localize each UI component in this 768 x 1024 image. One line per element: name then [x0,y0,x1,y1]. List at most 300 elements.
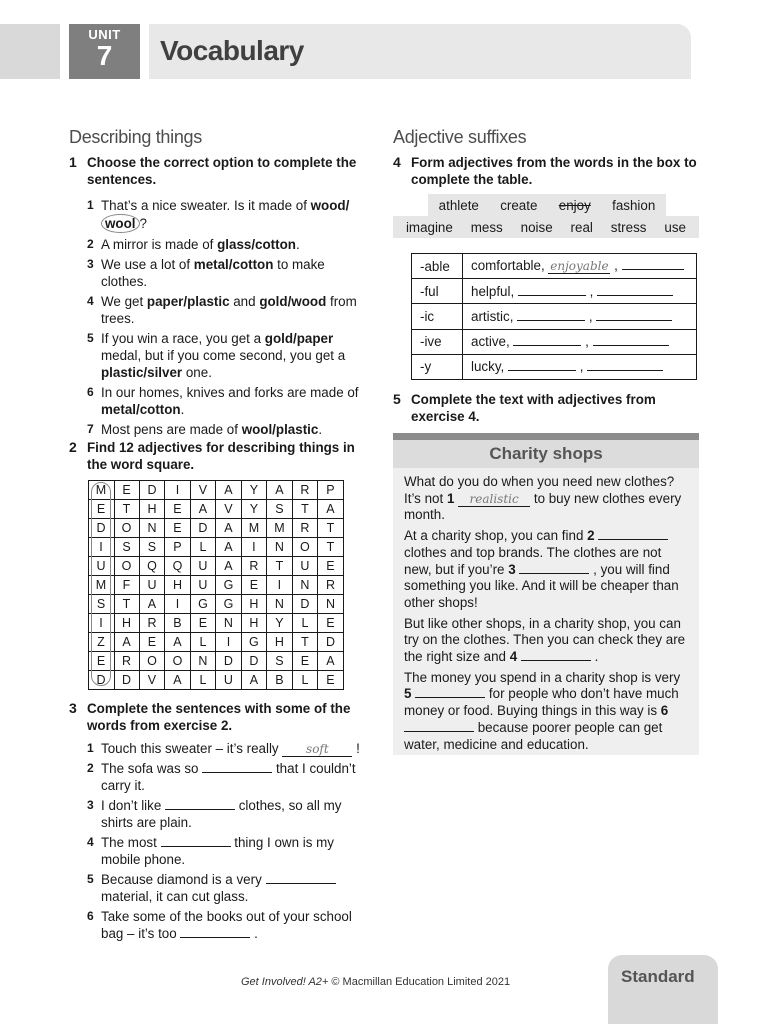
list-item [87,236,369,253]
words-cell: lucky, , [463,354,697,379]
grid-row [89,671,344,690]
grid-letter[interactable]: H [139,500,164,519]
list-item [87,834,369,868]
answer-blank[interactable] [202,761,272,773]
section-title-describing: Describing things [69,127,202,147]
level-tab [608,955,718,1024]
answer-blank[interactable] [404,720,474,732]
grid-letter[interactable]: U [292,557,317,576]
grid-letter[interactable]: R [292,481,317,500]
grid-letter[interactable]: I [267,576,293,595]
grid-letter[interactable]: S [267,652,293,671]
grid-letter[interactable]: E [190,614,215,633]
grid-letter[interactable]: Z [89,633,115,652]
item-text-part: Because diamond is a very [101,872,266,887]
item-number: 6 [87,385,94,399]
grid-letter[interactable]: D [89,671,115,690]
paragraph [404,616,689,666]
grid-letter[interactable]: B [267,671,293,690]
unit-badge [69,24,140,79]
item-text [101,384,369,418]
item-text-part: material, it can cut glass. [101,889,249,904]
item-text-part: A mirror is made of [101,237,218,252]
example-word: lucky, [471,359,505,375]
item-number: 2 [87,761,94,775]
grid-letter[interactable]: D [292,595,317,614]
title-bar [149,24,691,79]
box-word: use [664,219,686,235]
item-text [101,330,369,381]
list-item [87,421,369,438]
copyright-text: © Macmillan Education Limited 2021 [328,976,511,988]
grid-letter[interactable]: H [267,633,293,652]
grid-letter[interactable]: U [216,671,241,690]
exercise-number: 1 [69,154,77,170]
suffix-cell: -ic [412,304,463,329]
box-word: noise [520,219,553,235]
grid-row [89,595,344,614]
example-word: artistic, [471,308,514,324]
list-item [87,740,369,757]
grid-letter[interactable]: N [318,595,344,614]
answer-oval [91,482,111,686]
words-cell: active, , [463,329,697,354]
item-text-part: clothes, so all my shirts are plain. [101,798,342,830]
exercise-instruction: Complete the text with adjectives from exercise 4. [411,392,656,424]
text-run: The money you spend in a charity shop is very [404,669,681,685]
answer-blank[interactable] [519,562,589,574]
grid-letter[interactable]: A [165,671,190,690]
grid-letter[interactable]: D [89,519,115,538]
grid-letter[interactable]: U [139,576,164,595]
exercise-3-items [87,740,369,942]
list-item [87,197,369,233]
item-text [101,834,369,868]
list-item [87,384,369,418]
word-square [88,480,344,690]
item-text-part: . [250,926,258,941]
grid-letter[interactable]: D [190,519,215,538]
page-title: Vocabulary [160,35,304,66]
grid-letter[interactable]: A [241,671,267,690]
option-pair[interactable]: metal/cotton [193,257,274,272]
exercise-1 [69,154,369,441]
grid-letter[interactable]: V [139,671,164,690]
answer-blank[interactable] [593,334,669,346]
grid-letter[interactable]: T [114,595,139,614]
option-pair[interactable]: paper/plastic [146,294,230,309]
gap-number: 4 [509,649,518,665]
exercise-instruction: Find 12 adjectives for describing things in the word square. [87,440,355,472]
item-text [101,740,360,757]
grid-letter[interactable]: N [139,519,164,538]
grid-letter[interactable]: S [139,538,164,557]
grid-letter[interactable]: N [267,538,293,557]
item-text [101,256,369,290]
item-number: 4 [87,294,94,308]
option-pair[interactable]: glass/cotton [217,237,296,252]
option-pair[interactable]: gold/paper [264,331,334,346]
grid-letter[interactable]: V [190,481,215,500]
word-box-row-2 [393,216,699,238]
grid-letter[interactable]: A [216,519,241,538]
item-text-part: that I couldn’t carry it. [101,761,356,793]
answer-blank[interactable] [180,926,250,938]
box-word: real [570,219,593,235]
gap-number: 3 [508,561,516,577]
grid-letter[interactable]: T [267,557,293,576]
item-text-part: ? [139,216,147,231]
grid-letter[interactable]: E [318,557,344,576]
example-word: helpful, [471,283,515,299]
grid-letter[interactable]: T [292,500,317,519]
grid-letter[interactable]: A [318,652,344,671]
grid-row [89,538,344,557]
grid-row [89,481,344,500]
grid-letter[interactable]: O [165,652,190,671]
suffix-table [411,253,697,380]
item-text-part: Touch this sweater – it’s really [101,741,283,756]
grid-letter[interactable]: Q [165,557,190,576]
table-row [412,354,697,379]
item-text-part: . [295,237,300,252]
section-title-suffixes: Adjective suffixes [393,127,527,147]
grid-letter[interactable]: T [318,538,344,557]
item-text-part: ! [352,741,360,756]
exercise-3-heading [69,700,369,734]
grid-letter[interactable]: G [216,595,241,614]
answer-blank[interactable] [513,334,581,346]
grid-letter[interactable]: I [216,633,241,652]
option-pair[interactable]: wool/plastic [241,422,319,437]
grid-letter[interactable]: I [89,614,115,633]
grid-letter[interactable]: N [216,614,241,633]
words-cell: comfortable, enjoyable , [463,254,697,279]
item-number: 4 [87,835,94,849]
exercise-5-heading [393,391,698,425]
item-number: 5 [87,331,94,345]
exercise-1-heading [69,154,369,188]
grid-letter[interactable]: E [292,652,317,671]
grid-letter[interactable]: G [241,633,267,652]
grid-letter[interactable]: U [190,557,215,576]
grid-letter[interactable]: A [165,633,190,652]
grid-letter[interactable]: T [318,519,344,538]
grid-letter[interactable]: T [114,500,139,519]
grid-letter[interactable]: Y [267,614,293,633]
grid-letter[interactable]: E [139,633,164,652]
item-number: 7 [87,422,94,436]
grid-letter[interactable]: Y [241,500,267,519]
text-run: , you will find something you like. And it will be cheaper than other shops! [404,561,679,610]
grid-letter[interactable]: N [292,576,317,595]
grid-letter[interactable]: L [190,538,215,557]
charity-shops-box [393,433,699,755]
option-pair[interactable]: metal/cotton [101,402,181,417]
item-text [101,908,369,942]
grid-letter[interactable]: L [190,633,215,652]
grid-letter[interactable]: T [292,633,317,652]
list-item [87,330,369,381]
text-run: At a charity shop, you can find [404,528,588,544]
grid-letter[interactable]: O [139,652,164,671]
grid-letter[interactable]: F [114,576,139,595]
level-label: Standard [621,967,695,986]
answer-blank[interactable] [587,359,663,371]
box-word: athlete [438,197,479,213]
footer-copyright [241,976,510,988]
circled-answer[interactable]: wool [101,214,140,233]
grid-letter[interactable]: L [292,671,317,690]
suffix-cell: -ive [412,329,463,354]
grid-row [89,557,344,576]
grid-letter[interactable]: Y [241,481,267,500]
grid-letter[interactable]: I [241,538,267,557]
grid-letter[interactable]: O [292,538,317,557]
item-text-part: Most pens are made of [101,422,242,437]
item-text-part: from trees. [101,294,357,326]
grid-letter[interactable]: O [114,519,139,538]
grid-letter[interactable]: R [292,519,317,538]
grid-letter[interactable]: S [267,500,293,519]
grid-letter[interactable]: U [89,557,115,576]
exercise-instruction: Complete the sentences with some of the words from exercise 2. [87,701,351,733]
item-text [101,871,369,905]
exercise-number: 3 [69,700,77,716]
grid-letter[interactable]: E [89,652,115,671]
grid-letter[interactable]: H [241,595,267,614]
exercise-number: 4 [393,154,401,170]
table-row [412,279,697,304]
grid-letter[interactable]: O [114,557,139,576]
table-row [412,254,697,279]
grid-letter[interactable]: E [241,576,267,595]
box-word: fashion [612,197,656,213]
grid-letter[interactable]: D [241,652,267,671]
item-number: 1 [87,198,94,212]
paragraph [404,528,689,612]
answer-blank[interactable] [415,686,485,698]
exercise-2-heading [69,439,369,473]
grid-letter[interactable]: V [216,500,241,519]
item-text-part: . [180,402,185,417]
item-text-part: The sofa was so [101,761,203,776]
words-cell: helpful, , [463,279,697,304]
item-text-part: Take some of the books out of your school bag – it’s too [101,909,352,941]
answer-blank[interactable]: soft [282,743,352,757]
grid-letter[interactable]: E [89,500,115,519]
answer-blank[interactable] [266,872,336,884]
grid-letter[interactable]: A [318,500,344,519]
text-run: clothes and top brands. The clothes are not new, but if you’re [404,544,662,577]
grid-letter[interactable]: M [267,519,293,538]
item-text-part: The most [101,835,161,850]
grid-letter[interactable]: A [190,500,215,519]
answer-blank[interactable] [161,835,231,847]
exercise-4-heading [393,154,698,188]
list-item [87,293,369,327]
example-word: active, [471,334,510,350]
grid-letter[interactable]: N [190,652,215,671]
grid-letter[interactable]: A [216,481,241,500]
grid-letter[interactable]: U [190,576,215,595]
grid-letter[interactable]: B [165,614,190,633]
box-word: create [500,197,538,213]
answer-blank[interactable] [517,309,585,321]
grid-letter[interactable]: L [292,614,317,633]
item-text-part: That’s a nice sweater. Is it made of [101,198,311,213]
unit-number: 7 [96,40,113,71]
grid-letter[interactable]: H [165,576,190,595]
table-row [412,304,697,329]
option-a[interactable]: wood/ [310,198,350,213]
item-text-part: . [318,422,323,437]
item-text-part: I don’t like [101,798,166,813]
box-word: imagine [405,219,453,235]
item-text-part: to make clothes. [101,257,325,289]
answer-blank[interactable] [521,649,591,661]
item-number: 1 [87,741,94,755]
paragraph [404,670,689,754]
grid-letter[interactable]: R [114,652,139,671]
text-run: to buy new clothes every month. [404,490,682,523]
grid-letter[interactable]: E [318,614,344,633]
box-word-used: enjoy [558,197,591,213]
grid-row [89,614,344,633]
grid-letter[interactable]: P [318,481,344,500]
answer-blank[interactable] [622,258,684,270]
gap-number: 6 [660,703,669,719]
grid-letter[interactable]: R [139,614,164,633]
grid-letter[interactable]: A [139,595,164,614]
item-text-part: If you win a race, you get a [101,331,265,346]
grid-letter[interactable]: E [114,481,139,500]
answer-blank[interactable]: realistic [458,493,530,507]
item-text [101,421,322,438]
gap-number: 2 [587,528,595,544]
grid-letter[interactable]: G [216,576,241,595]
exercise-3 [69,700,369,945]
text-run: . [590,649,599,665]
item-text-part: and [229,294,260,309]
exercise-2 [69,439,369,473]
exercise-number: 2 [69,439,77,455]
grid-letter[interactable]: P [165,538,190,557]
grid-row [89,519,344,538]
grid-letter[interactable]: M [241,519,267,538]
grid-letter[interactable]: H [114,614,139,633]
item-text [101,293,369,327]
grid-letter[interactable]: I [89,538,115,557]
grid-letter[interactable]: A [114,633,139,652]
item-text [101,197,369,233]
grid-letter[interactable]: D [114,671,139,690]
word-box-row-1 [428,194,666,216]
grid-letter[interactable]: E [318,671,344,690]
grid-letter[interactable]: G [190,595,215,614]
grid-letter[interactable]: D [318,633,344,652]
answer-blank[interactable] [508,359,576,371]
grid-letter[interactable]: A [216,557,241,576]
grid-row [89,652,344,671]
grid-letter[interactable]: H [241,614,267,633]
item-text-part: In our homes, knives and forks are made of [101,385,359,400]
grid-letter[interactable]: R [241,557,267,576]
grid-letter[interactable]: D [216,652,241,671]
grid-letter[interactable]: N [267,595,293,614]
list-item [87,256,369,290]
suffix-cell: -able [412,254,463,279]
list-item [87,871,369,905]
answer-blank[interactable] [597,284,673,296]
answer-blank[interactable] [596,309,672,321]
paragraph [404,474,689,524]
grid-letter[interactable]: M [89,481,115,500]
book-title: Get Involved! A2+ [241,976,329,988]
grid-letter[interactable]: S [114,538,139,557]
text-run: But like other shops, in a charity shop, you can try on the clothes. Then you can check they are the right size and [404,615,686,665]
item-number: 6 [87,909,94,923]
grid-letter[interactable]: A [216,538,241,557]
exercise-5 [393,391,698,425]
option-pair[interactable]: gold/wood [259,294,327,309]
gap-number: 5 [404,686,412,702]
answer-blank[interactable] [518,284,586,296]
grid-letter[interactable]: I [165,595,190,614]
box-word: mess [470,219,503,235]
grid-letter[interactable]: M [89,576,115,595]
item-text-part: We get [101,294,147,309]
suffix-cell: -y [412,354,463,379]
item-text [101,760,369,794]
grid-letter[interactable]: E [165,519,190,538]
box-word: stress [610,219,647,235]
exercise-4 [393,154,698,188]
item-number: 5 [87,872,94,886]
answer-blank[interactable] [598,528,668,540]
grid-letter[interactable]: A [267,481,293,500]
text-run: because poorer people can get water, medicine and education. [404,719,663,752]
header-side-tab [0,24,60,79]
list-item [87,908,369,942]
grid-letter[interactable]: R [318,576,344,595]
text-run: What do you do when you need new clothes? It’s not [404,474,675,506]
grid-letter[interactable]: L [190,671,215,690]
item-text [101,236,300,253]
grid-letter[interactable]: Q [139,557,164,576]
grid-letter[interactable]: S [89,595,115,614]
item-number: 2 [87,237,94,251]
item-number: 3 [87,257,94,271]
answer-blank[interactable] [165,798,235,810]
charity-box-text [393,468,699,753]
item-number: 3 [87,798,94,812]
grid-row [89,576,344,595]
item-text-part: one. [182,365,212,380]
answer-blank[interactable]: enjoyable [550,259,609,274]
grid-letter[interactable]: I [165,481,190,500]
grid-letter[interactable]: E [165,500,190,519]
table-row [412,329,697,354]
grid-row [89,500,344,519]
item-text [101,797,369,831]
gap-number: 1 [446,490,455,506]
grid-letter[interactable]: D [139,481,164,500]
list-item [87,797,369,831]
option-pair[interactable]: plastic/silver [101,365,183,380]
suffix-cell: -ful [412,279,463,304]
exercise-1-items [87,197,369,438]
